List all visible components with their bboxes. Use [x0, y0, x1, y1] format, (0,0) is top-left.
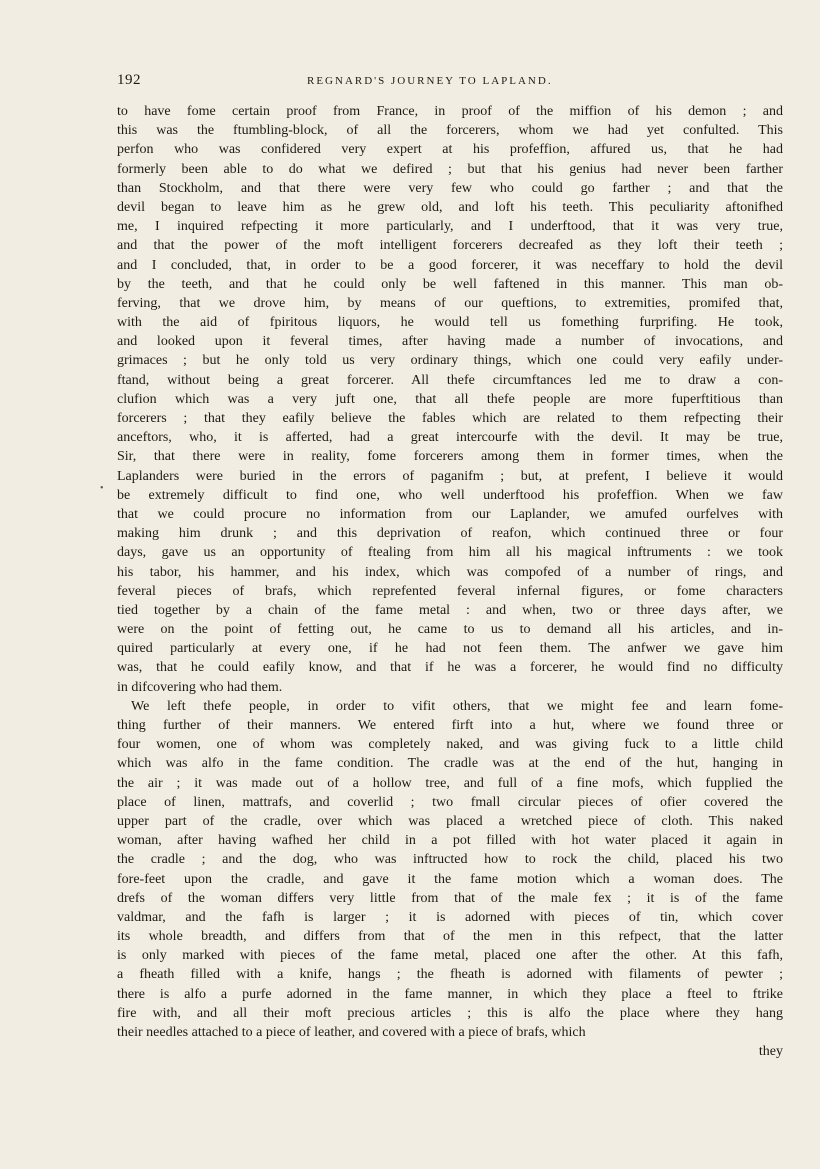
text-line: valdmar, and the fafh is larger ; it is adorned with pieces of tin, which cover — [117, 909, 783, 925]
text-line: ferving, that we drove him, by means of our queftions, to extremities, promifed that, — [117, 295, 783, 311]
text-line: Laplanders were buried in the errors of paganifm ; but, at prefent, I believe it would — [117, 468, 783, 484]
text-line: tied together by a chain of the fame metal : and when, two or three days after, we — [117, 602, 783, 618]
text-line: four women, one of whom was completely naked, and was giving fuck to a little child — [117, 737, 783, 753]
text-line: drefs of the woman differs very little from that of the male fex ; it is of the fame — [117, 890, 783, 906]
text-line: its whole breadth, and differs from that of the men in this refpect, that the latter — [117, 929, 783, 945]
text-line: woman, after having wafhed her child in a pot filled with hot water placed it again in — [117, 833, 783, 849]
text-line: devil began to leave him as he grew old, and loft his teeth. This peculiarity aftonifhed — [117, 199, 783, 215]
text-line: be extremely difficult to find one, who well underftood his profeffion. When we faw — [117, 487, 783, 503]
text-line: was, that he could eafily know, and that if he was a forcerer, he would find no difficulty — [117, 660, 783, 676]
text-line: We left thefe people, in order to vifit others, that we might fee and learn fome- — [131, 698, 783, 714]
text-line: feveral pieces of brafs, which reprefented feveral infernal figures, or fome characters — [117, 583, 783, 599]
text-line: and I concluded, that, in order to be a good forcerer, it was neceffary to hold the devil — [117, 257, 783, 273]
text-line: fore-feet upon the cradle, and gave it the fame motion which a woman does. The — [117, 871, 783, 887]
body-text — [117, 102, 783, 1061]
text-line: days, gave us an opportunity of ftealing from him all his magical inftruments : we took — [117, 545, 783, 561]
text-line: which was alfo in the fame condition. The cradle was at the end of the hut, hanging in — [117, 756, 783, 772]
page-number: 192 — [117, 72, 141, 88]
text-line: ftand, without being a great forcerer. All thefe circumftances led me to draw a con- — [117, 372, 783, 388]
text-line: clufion which was a very juft one, that all thefe people are more fuperftitious than — [117, 391, 783, 407]
text-line: in difcovering who had them. — [117, 679, 283, 695]
text-line: making him drunk ; and this deprivation of reafon, which continued three or four — [117, 526, 783, 542]
text-line: to have fome certain proof from France, in proof of the miffion of his demon ; and — [117, 104, 783, 119]
text-line: his tabor, his hammer, and his index, which was compofed of a number of rings, and — [117, 564, 783, 580]
text-line: this was the ftumbling-block, of all the forcerers, whom we had yet confulted. This — [117, 123, 783, 139]
margin-mark: • — [100, 483, 104, 494]
text-line: their needles attached to a piece of leather, and covered with a piece of brafs, which — [117, 1025, 586, 1040]
text-line: were on the point of fetting out, he came to us to demand all his articles, and in- — [117, 622, 783, 638]
text-line: perfon who was confidered very expert at his profeffion, affured us, that he had — [117, 142, 783, 158]
text-line: is only marked with pieces of the fame metal, placed one after the other. At this fafh, — [117, 948, 783, 964]
running-title: REGNARD'S JOURNEY TO LAPLAND. — [307, 75, 553, 87]
page-header — [117, 72, 725, 94]
text-line: and that the power of the moft intelligent forcerers decreafed as they loft their teeth ; — [117, 238, 783, 254]
text-line: a fheath filled with a knife, hangs ; the fheath is adorned with filaments of pewter ; — [117, 967, 783, 983]
catchword: they — [758, 1044, 783, 1060]
text-line: upper part of the cradle, over which was placed a wretched piece of cloth. This naked — [117, 813, 783, 829]
text-line: thing further of their manners. We entered firft into a hut, where we found three or — [117, 718, 783, 733]
text-line: anceftors, who, it is afferted, had a great intercourfe with the devil. It may be true, — [117, 430, 783, 446]
text-line: and looked upon it feveral times, after having made a number of invocations, and — [117, 334, 783, 350]
text-line: Sir, that there were in reality, fome forcerers among them in former times, when the — [117, 449, 783, 465]
text-line: quired particularly at every one, if he had not feen them. The anfwer we gave him — [117, 641, 783, 657]
text-line: that we could procure no information from our Laplander, we amufed ourfelves with — [117, 506, 783, 522]
text-line: me, I inquired refpecting it more particularly, and I underftood, that it was very true, — [117, 219, 783, 235]
text-line: than Stockholm, and that there were very few who could go farther ; and that the — [117, 180, 783, 196]
text-line: forcerers ; that they eafily believe the fables which are related to them refpecting their — [117, 411, 783, 426]
text-line: with the aid of fpiritous liquors, he would tell us fomething furprifing. He took, — [117, 315, 783, 331]
text-line: the cradle ; and the dog, who was inftructed how to rock the child, placed his two — [117, 852, 783, 868]
text-line: grimaces ; but he only told us very ordinary things, which one could very eafily under- — [117, 353, 783, 369]
text-line: fire with, and all their moft precious articles ; this is alfo the place where they hang — [117, 1005, 783, 1021]
text-line: place of linen, mattrafs, and coverlid ; two fmall circular pieces of ofier covered the — [117, 794, 783, 810]
text-line: formerly been able to do what we defired ; but that his genius had never been farther — [117, 161, 783, 177]
text-line: by the teeth, and that he could only be well faftened in this manner. This man ob- — [117, 276, 783, 292]
text-line: there is alfo a purfe adorned in the fame manner, in which they place a fteel to ftrike — [117, 986, 783, 1002]
text-line: the air ; it was made out of a hollow tree, and full of a fine mofs, which fupplied the — [117, 775, 783, 791]
